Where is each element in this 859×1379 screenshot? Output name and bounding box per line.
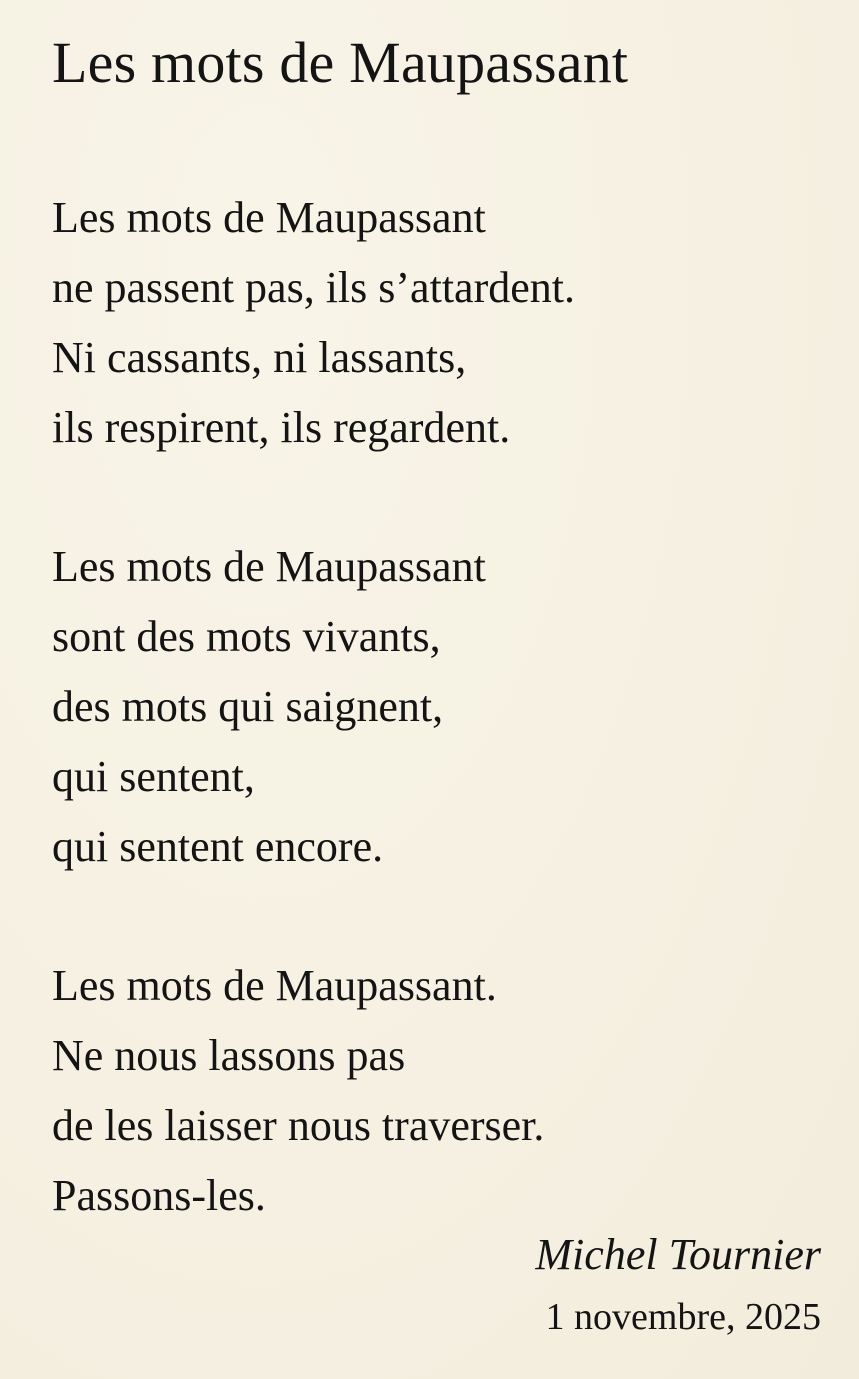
poem-line: Passons-les. <box>52 1171 266 1220</box>
stanza-2 <box>52 532 822 882</box>
stanza-3 <box>52 951 822 1231</box>
poem-line: ils respirent, ils regardent. <box>52 403 511 452</box>
poem-line: Les mots de Maupassant <box>52 193 486 242</box>
author-signature: Michel Tournier <box>535 1230 821 1279</box>
stanza-1 <box>52 183 822 463</box>
poem-line: qui sentent, <box>52 752 255 801</box>
poem-line: Ni cassants, ni lassants, <box>52 333 467 382</box>
poem-line: ne passent pas, ils s’attardent. <box>52 263 575 312</box>
poem-line: des mots qui saignent, <box>52 682 444 731</box>
poem-line: qui sentent encore. <box>52 822 384 871</box>
poem-line: Ne nous lassons pas <box>52 1031 406 1080</box>
poem-line: Les mots de Maupassant. <box>52 961 497 1010</box>
poem-line: Les mots de Maupassant <box>52 542 486 591</box>
poem-line: sont des mots vivants, <box>52 612 441 661</box>
poem-date: 1 novembre, 2025 <box>545 1296 821 1338</box>
poem-body <box>52 183 822 1231</box>
poem-title: Les mots de Maupassant <box>52 30 629 95</box>
poem-line: de les laisser nous traverser. <box>52 1101 545 1150</box>
